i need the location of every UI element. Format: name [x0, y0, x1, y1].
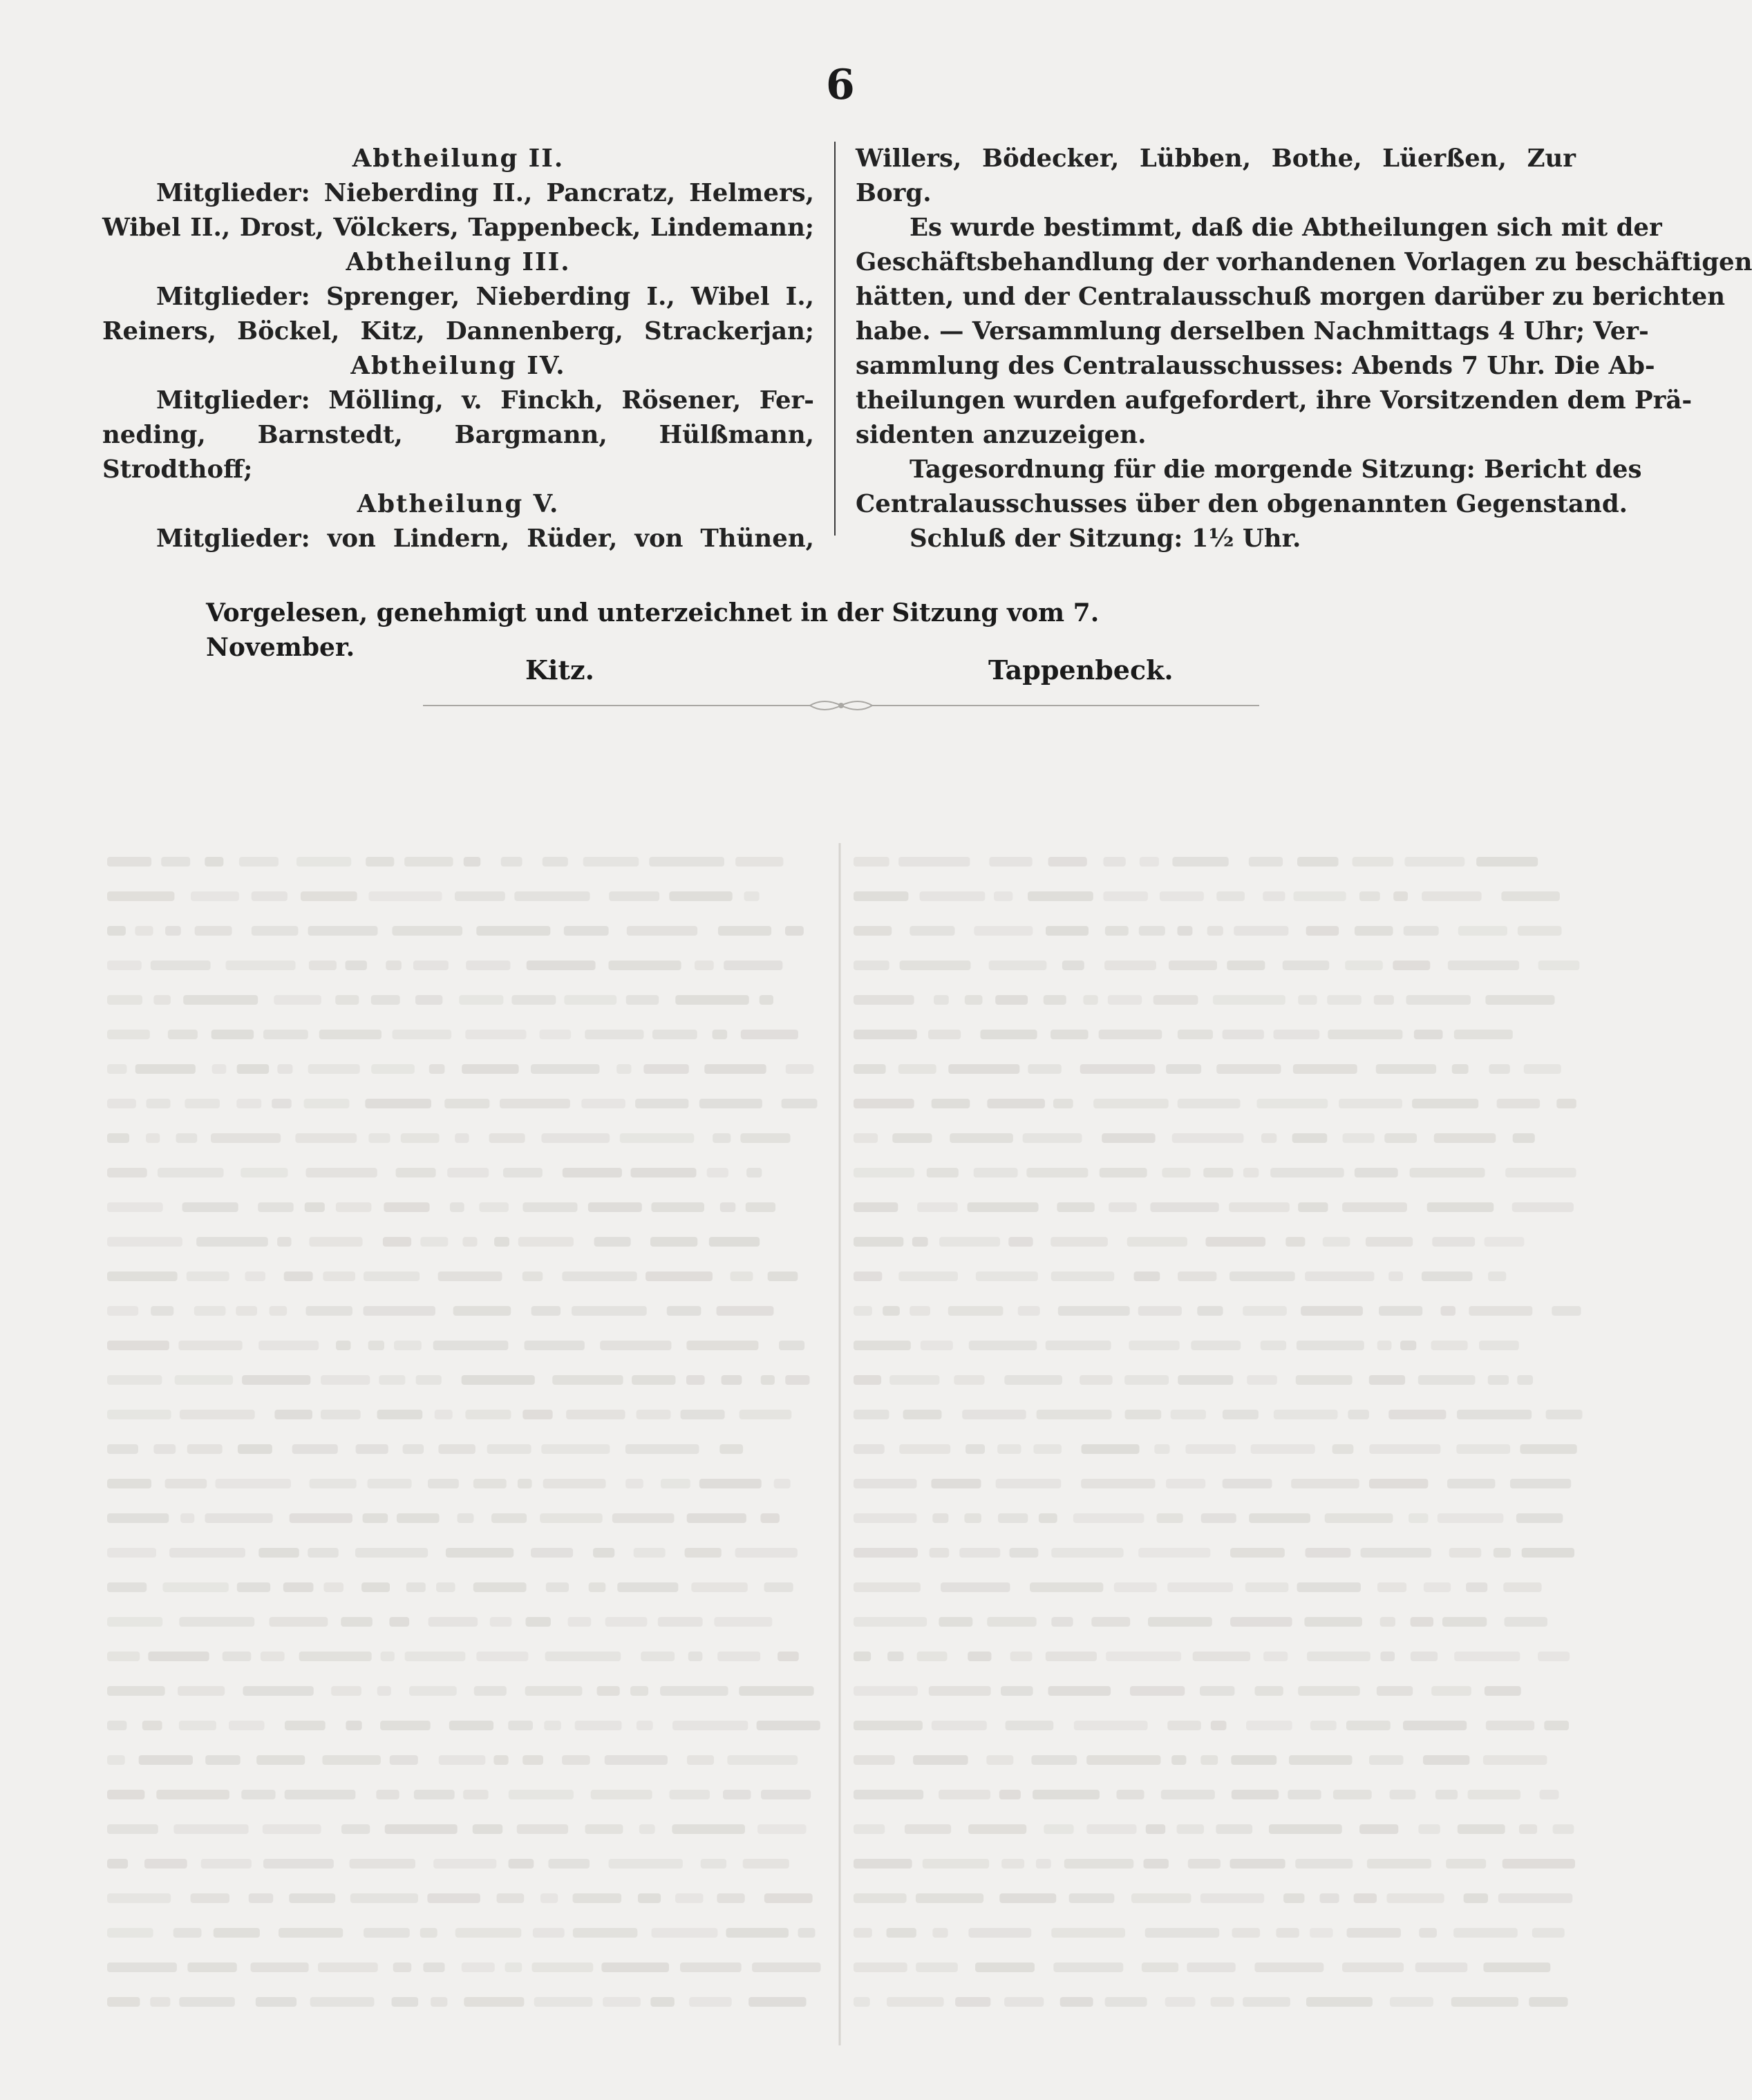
- text-line: Tagesordnung für die morgende Sitzung: Bericht des: [910, 455, 1642, 484]
- section-heading: Abtheilung V.: [357, 490, 560, 518]
- text-line: habe. — Versammlung derselben Nachmittags 4 Uhr; Ver-: [856, 317, 1649, 346]
- bleed-through-lines: [107, 843, 1583, 2045]
- approval-statement: Vorgelesen, genehmigt und unterzeichnet in der Sitzung vom 7. November.: [206, 598, 1100, 662]
- text-line: Borg.: [856, 179, 932, 207]
- text-line: sammlung des Centralausschusses: Abends 7 Uhr. Die Ab-: [856, 352, 1655, 380]
- signature-left: Kitz.: [525, 654, 594, 685]
- text-line: Mitglieder: von Lindern, Rüder, von Thünen,: [156, 524, 814, 553]
- text-line: neding, Barnstedt, Bargmann, Hülßmann,: [102, 421, 814, 449]
- text-line: Strodthoff;: [102, 455, 253, 484]
- text-line: Mitglieder: Mölling, v. Finckh, Rösener, Fer-: [156, 386, 814, 415]
- page-number: 6: [826, 61, 855, 109]
- text-line: Mitglieder: Nieberding II., Pancratz, Helmers,: [156, 179, 814, 207]
- ornamental-rule: [423, 695, 1259, 716]
- text-line: Centralausschusses über den obgenannten Gegenstand.: [856, 490, 1628, 518]
- left-column: [102, 142, 814, 556]
- text-line: Reiners, Böckel, Kitz, Dannenberg, Strackerjan;: [102, 317, 814, 346]
- column-divider: [834, 142, 836, 536]
- text-line: theilungen wurden aufgefordert, ihre Vorsitzenden dem Prä-: [856, 386, 1693, 415]
- text-line: hätten, und der Centralausschuß morgen darüber zu berichten: [856, 283, 1726, 311]
- text-line: Es wurde bestimmt, daß die Abtheilungen sich mit der: [910, 214, 1662, 242]
- text-line: sidenten anzuzeigen.: [856, 421, 1147, 449]
- text-line: Wibel II., Drost, Völckers, Tappenbeck, Lindemann;: [102, 214, 814, 242]
- right-column: [856, 142, 1752, 556]
- section-heading: Abtheilung III.: [346, 248, 571, 276]
- text-line: Mitglieder: Sprenger, Nieberding I., Wibel I.,: [156, 283, 814, 311]
- signature-right: Tappenbeck.: [988, 654, 1174, 685]
- section-heading: Abtheilung IV.: [350, 352, 566, 380]
- section-heading: Abtheilung II.: [352, 144, 565, 173]
- text-line: Schluß der Sitzung: 1½ Uhr.: [910, 524, 1301, 553]
- text-line: Willers, Bödecker, Lübben, Bothe, Lüerßen, Zur: [856, 144, 1576, 173]
- text-line: Geschäftsbehandlung der vorhandenen Vorlagen zu beschäftigen: [856, 248, 1752, 276]
